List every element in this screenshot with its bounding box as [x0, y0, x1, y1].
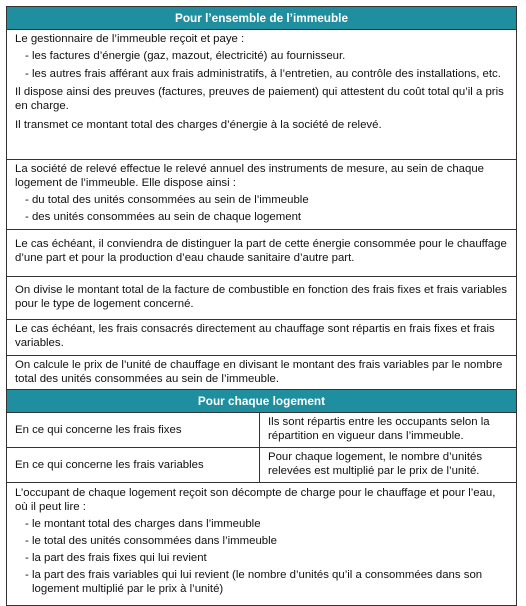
list-item: - les factures d’énergie (gaz, mazout, électricité) au fournisseur.: [25, 50, 346, 62]
row-fuel-bill: [7, 277, 516, 320]
row-heating-costs: [7, 320, 516, 356]
list-item: - les autres frais afférant aux frais administratifs, à l’entretien, au contrôle des installations, etc.: [25, 68, 501, 80]
reading-company-list: [15, 193, 508, 224]
manager-list: [15, 49, 508, 81]
row-unit-price: [7, 356, 516, 390]
list-item: - la part des frais variables qui lui revient (le nombre d’unités qu’il a consommées dans son logement multiplié par le prix à l’unité): [25, 569, 483, 595]
row-variable-costs: [7, 448, 516, 483]
manager-intro: Le gestionnaire de l’immeuble reçoit et paye :: [15, 33, 245, 45]
list-item: - la part des frais fixes qui lui revient: [25, 552, 207, 564]
variable-costs-value: Pour chaque logement, le nombre d’unités relevées est multiplié par le prix de l’unité.: [268, 451, 483, 477]
section-header-dwelling: Pour chaque logement: [7, 390, 516, 413]
row-heating-water: [7, 230, 516, 277]
row-manager: [7, 30, 516, 160]
list-item: - des unités consommées au sein de chaque logement: [25, 211, 302, 223]
occupant-list: [15, 517, 508, 596]
fixed-costs-value: Ils sont répartis entre les occupants selon la répartition en vigueur dans l’immeuble.: [268, 416, 490, 442]
fixed-costs-label: En ce qui concerne les frais fixes: [7, 413, 260, 447]
list-item: - le montant total des charges dans l’immeuble: [25, 518, 261, 530]
row-occupant-statement: [7, 483, 516, 605]
section-header-building: Pour l’ensemble de l’immeuble: [7, 7, 516, 30]
unit-price-text: On calcule le prix de l’unité de chauffage en divisant le montant des frais variables par le nombre total des unités consommées au sein de l’immeuble.: [15, 359, 503, 385]
row-reading-company: [7, 160, 516, 230]
fuel-bill-text: On divise le montant total de la facture de combustible en fonction des frais fixes et frais variables pour le type de logement concerné.: [15, 284, 507, 310]
list-item: - du total des unités consommées au sein de l’immeuble: [25, 194, 309, 206]
manager-transmit-text: Il transmet ce montant total des charges d’énergie à la société de relevé.: [15, 119, 382, 131]
occupant-intro: L’occupant de chaque logement reçoit son décompte de charge pour le chauffage et pour l’eau, où il peut lire :: [15, 487, 496, 513]
manager-proof-text: Il dispose ainsi des preuves (factures, preuves de paiement) qui attestent du coût total qu’il a pris en charge.: [15, 86, 504, 112]
charges-table: [6, 6, 517, 606]
heating-costs-text: Le cas échéant, les frais consacrés directement au chauffage sont répartis en frais fixes et frais variables.: [15, 323, 495, 349]
heating-water-text: Le cas échéant, il conviendra de distinguer la part de cette énergie consommée pour le chauffage d’une part et pour la production d’eau chaude sanitaire d’autre part.: [15, 238, 507, 264]
variable-costs-label: En ce qui concerne les frais variables: [7, 448, 260, 482]
row-fixed-costs: [7, 413, 516, 448]
reading-company-intro: La société de relevé effectue le relevé annuel des instruments de mesure, au sein de chaque logement de l’immeuble. Elle dispose ainsi :: [15, 163, 485, 189]
list-item: - le total des unités consommées dans l’immeuble: [25, 535, 277, 547]
